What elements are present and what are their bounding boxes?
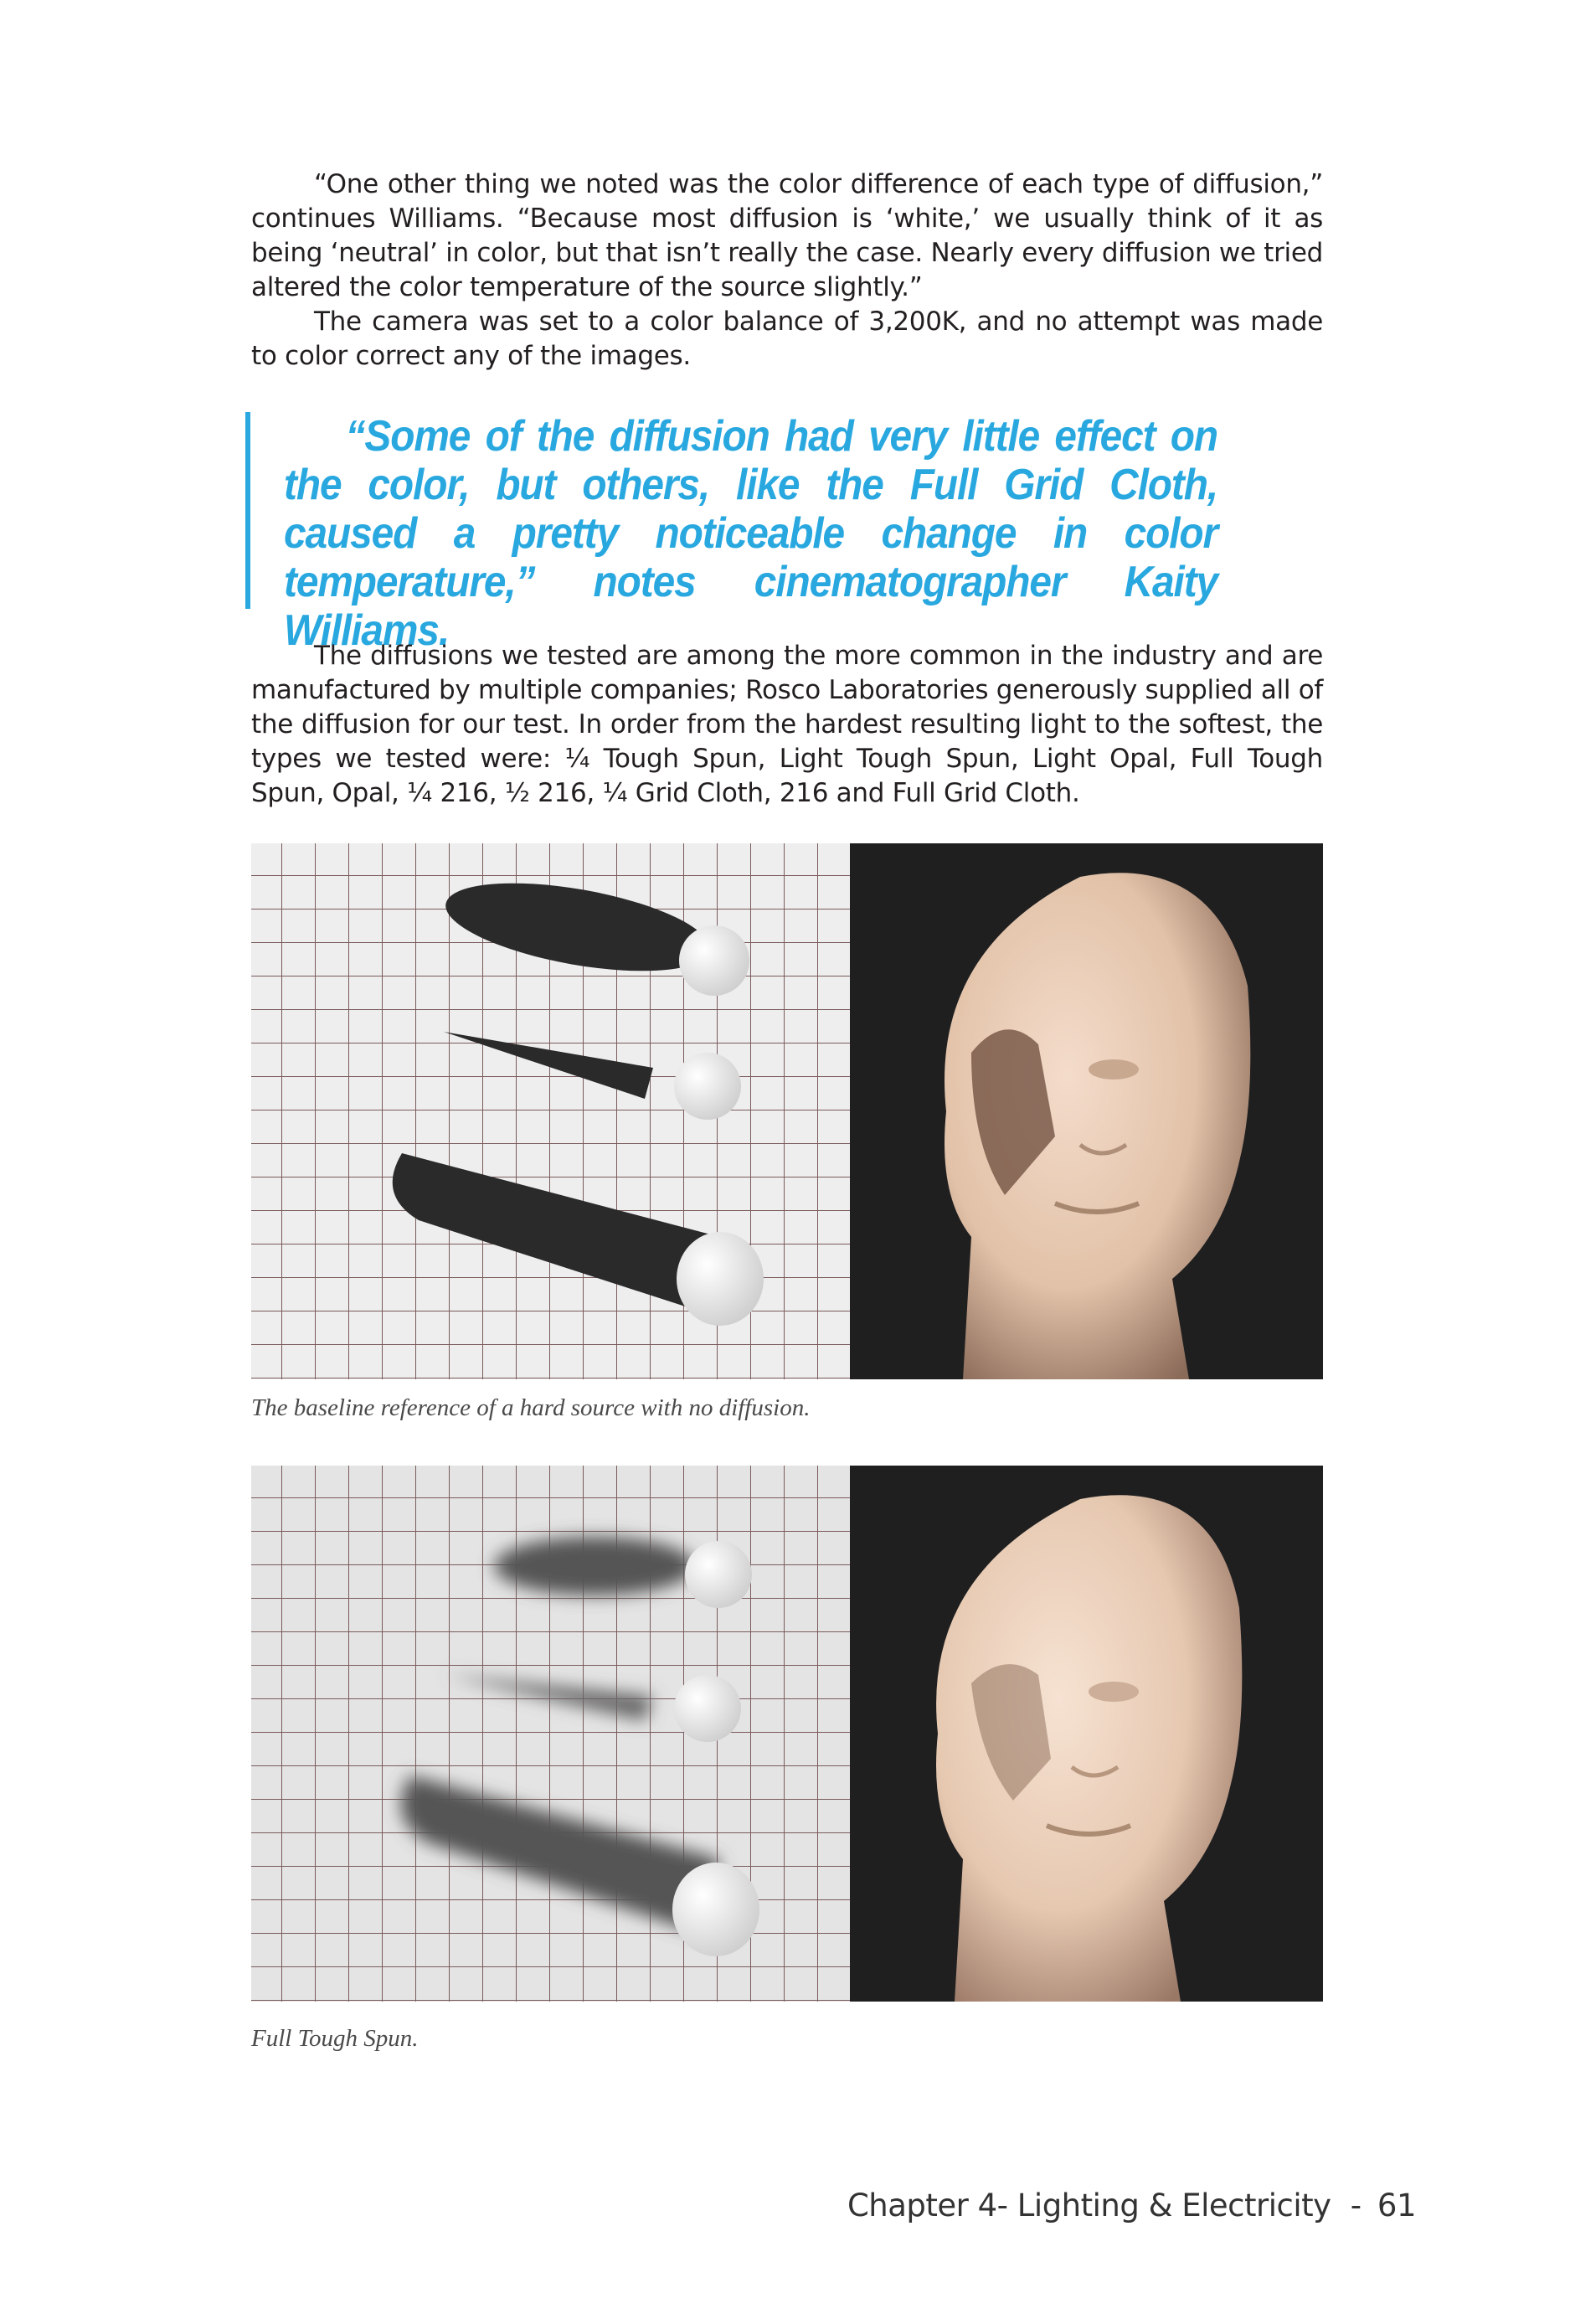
footer-separator: - <box>1350 2187 1362 2224</box>
pull-quote <box>245 412 1301 655</box>
paragraph: The diffusions we tested are among the more common in the industry and are manufactured by multiple companies; Rosco Laboratories generously supplied all of the diffusion for our test. In order from the hardest resulting light to the softest, the types we tested were: ¼ Tough Spun, Light Tough Spun, Light Opal, Full Tough Spun, Opal, ¼ 216, ½ 216, ¼ Grid Cloth, 216 and Full Grid Cloth. <box>251 641 1323 808</box>
diffusion-list-text <box>251 639 1323 811</box>
figure-caption: Full Tough Spun. <box>251 2025 419 2052</box>
page-footer <box>847 2187 1416 2224</box>
figure-photo-hard-source <box>251 843 1323 1379</box>
chapter-title: Chapter 4- Lighting & Electricity <box>847 2187 1331 2224</box>
photo-grid-and-head <box>251 1466 1323 2002</box>
pull-quote-text: “Some of the diffusion had very little effect on the color, but others, like the Full Grid Cloth, caused a pretty noticeable change in color temperature,” notes cinematographer Kaity Williams. <box>284 412 1218 655</box>
paragraph: The camera was set to a color balance of 3,200K, and no attempt was made to color correct any of the images. <box>251 307 1323 371</box>
photo-grid-and-head <box>251 843 1323 1379</box>
intro-text <box>251 167 1323 374</box>
figure-caption: The baseline reference of a hard source with no diffusion. <box>251 1394 811 1421</box>
page-number: 61 <box>1377 2187 1416 2224</box>
paragraph: “One other thing we noted was the color difference of each type of diffusion,” continues Williams. “Because most diffusion is ‘white,’ we usually think of it as being ‘neutral’ in color, but that isn’t really the case. Nearly every diffusion we tried altered the color temperature of the source slightly.” <box>251 169 1323 302</box>
figure-photo-full-tough-spun <box>251 1466 1323 2002</box>
